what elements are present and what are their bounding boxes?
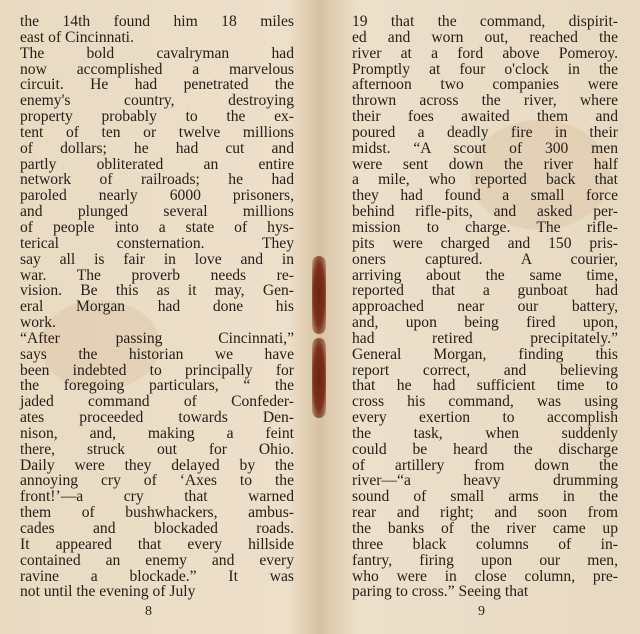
text-line: them of bushwhackers, ambus- (20, 504, 294, 522)
text-line: Daily were they delayed by the (20, 456, 294, 474)
text-line: every exertion to accomplish (352, 409, 618, 427)
text-line: ravine a blockade.” It was (20, 567, 294, 585)
text-line: jaded command of Confeder- (20, 393, 294, 411)
text-line: paring to cross.” Seeing that (352, 583, 529, 601)
text-line: cross his command, was using (352, 393, 618, 411)
text-line: arriving about the same time, (352, 266, 618, 284)
text-line: says the historian we have (20, 345, 294, 363)
text-line: terical consternation. They (20, 234, 294, 252)
text-line: were sent down the river half (352, 155, 618, 173)
binding-stitch-bottom (312, 338, 326, 418)
text-line: ed and worn out, reached the (352, 28, 618, 46)
text-line: property probably to the ex- (20, 108, 294, 126)
text-line: network of railroads; he had (20, 171, 294, 189)
text-line: mission to charge. The rifle- (352, 218, 618, 236)
text-line: river—“a heavy drumming (352, 472, 618, 490)
text-line: rear and right; and soon from (352, 504, 618, 522)
text-line: oners captured. A courier, (352, 250, 618, 268)
text-line: now accomplished a marvelous (20, 60, 294, 78)
text-line: ates proceeded towards Den- (20, 409, 294, 427)
right-page-text (352, 14, 618, 600)
text-line: tent of ten or twelve millions (20, 123, 294, 141)
text-line: there, struck out for Ohio. (20, 440, 294, 458)
text-line: three black columns of in- (352, 535, 618, 553)
text-line: circuit. He had penetrated the (20, 76, 294, 94)
text-line: the 14th found him 18 miles (20, 13, 294, 30)
text-line: vision. Be this as it may, Gen- (20, 282, 294, 300)
text-line: behind rifle-pits, and asked per- (352, 203, 618, 221)
right-page-number: 9 (478, 604, 485, 619)
text-line: could be heard the discharge (352, 440, 618, 458)
text-line: say all is fair in love and in (20, 250, 294, 268)
text-line: cades and blockaded roads. (20, 520, 294, 537)
text-line: contained an enemy and every (20, 551, 294, 569)
text-line: the banks of the river came up (352, 520, 618, 537)
text-line: approached near our battery, (352, 298, 618, 316)
text-line: annoying cry of ‘Axes to the (20, 472, 294, 490)
text-line: report correct, and believing (352, 361, 618, 379)
left-page-number: 8 (145, 604, 152, 619)
text-line: who were in close column, pre- (352, 567, 618, 585)
text-line: the task, when suddenly (352, 424, 618, 442)
text-line: General Morgan, finding this (352, 345, 618, 363)
text-line: that he had sufficient time to (352, 377, 618, 395)
text-line: reported that a gunboat had (352, 282, 618, 300)
text-line: river at a ford above Pomeroy. (352, 44, 618, 62)
text-line: nison, and, making a feint (20, 424, 294, 442)
text-line: fantry, firing upon our men, (352, 551, 618, 569)
text-line: paroled nearly 6000 prisoners, (20, 187, 294, 205)
text-line: pits were charged and 150 pris- (352, 234, 618, 252)
text-line: east of Cincinnati. (20, 28, 134, 46)
text-line: afternoon two companies were (352, 76, 618, 94)
text-line: “After passing Cincinnati,” (20, 329, 294, 347)
text-line: of dollars; he had cut and (20, 139, 294, 157)
text-line: of artillery from down the (352, 456, 618, 474)
text-line: a mile, who reported back that (352, 171, 618, 189)
text-line: midst. “A scout of 300 men (352, 139, 618, 157)
text-line: and plunged several millions (20, 203, 294, 221)
text-line: work. (20, 314, 56, 332)
text-line: not until the evening of July (20, 583, 196, 601)
text-line: The bold cavalryman had (20, 44, 294, 62)
text-line: of people into a state of hys- (20, 218, 294, 236)
left-page-text (20, 14, 294, 600)
text-line: enemy's country, destroying (20, 92, 294, 110)
text-line: and, upon being fired upon, (352, 314, 618, 332)
text-line: been indebted to principally for (20, 361, 294, 379)
text-line: poured a deadly fire in their (352, 123, 618, 141)
text-line: they had found a small force (352, 187, 618, 205)
text-line: had retired precipitately.” (352, 329, 618, 347)
text-line: partly obliterated an entire (20, 155, 294, 173)
text-line: sound of small arms in the (352, 488, 618, 506)
text-line: front!’—a cry that warned (20, 488, 294, 506)
text-line: Promptly at four o'clock in the (352, 60, 618, 78)
text-line: war. The proverb needs re- (20, 266, 294, 284)
text-line: It appeared that every hillside (20, 535, 294, 553)
binding-stitch-top (312, 256, 326, 334)
text-line: the foregoing particulars, “ the (20, 377, 294, 395)
text-line: thrown across the river, where (352, 92, 618, 110)
text-line: 19 that the command, dispirit- (352, 13, 618, 30)
text-line: their foes awaited them and (352, 108, 618, 126)
text-line: eral Morgan had done his (20, 298, 294, 316)
